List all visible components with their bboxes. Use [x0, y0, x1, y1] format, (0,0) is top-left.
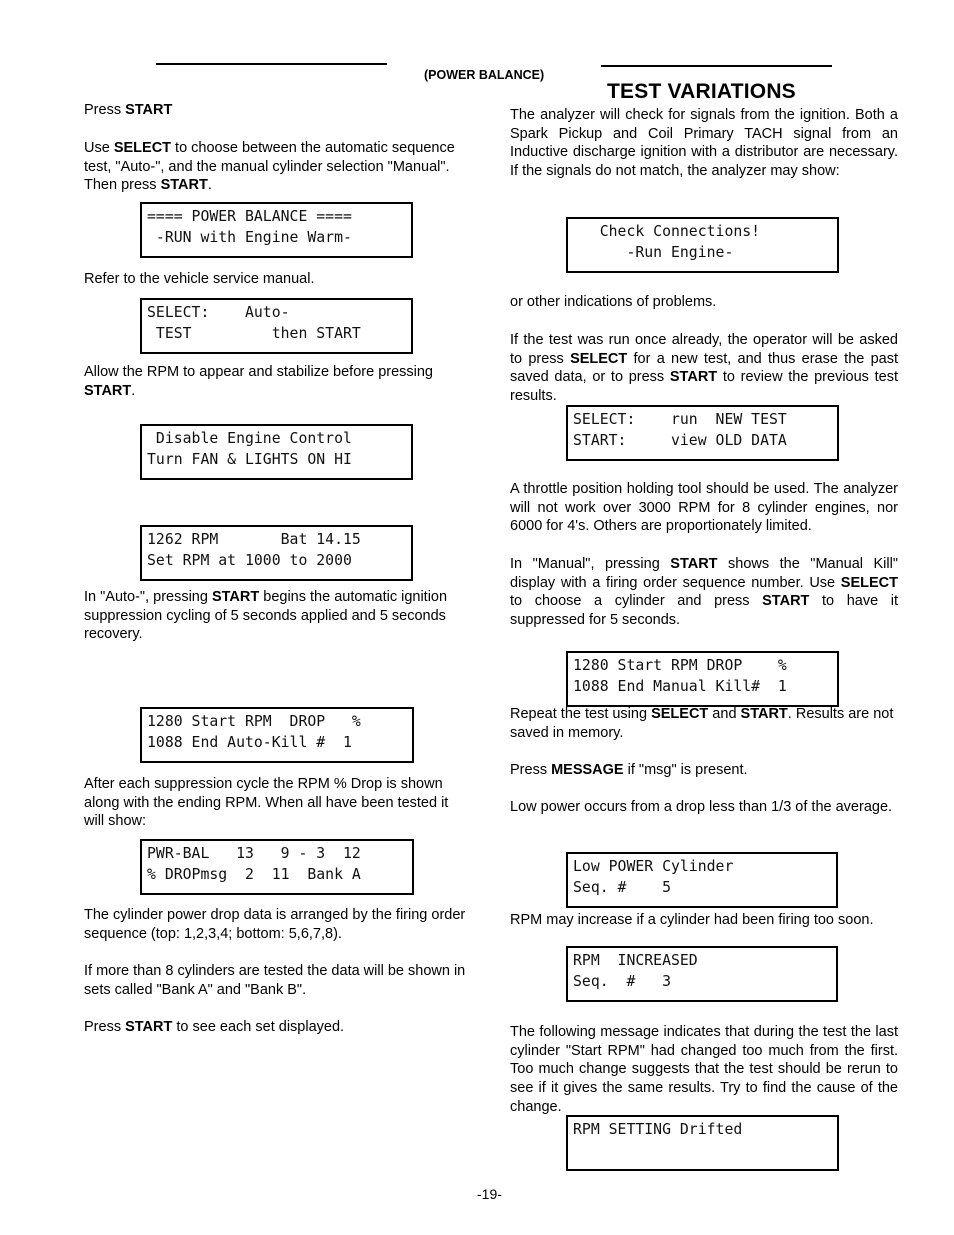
text-run: The analyzer will check for signals from the ignition. Both a Spark Pickup and Coil Primary TACH signal from an Inductive discharge ignition with a distributor are necessary. If the signals do not match, the analyzer may show: [510, 107, 898, 180]
text-run: A throttle position holding tool should be used. The analyzer will not work over 3000 RPM for 8 cylinder engines, nor 6000 for 4's. Others are proportionately limited. [510, 481, 898, 535]
left-para-allow-rpm [84, 363, 472, 400]
bold-term: MESSAGE [551, 762, 624, 778]
right-para-test-run-once [510, 331, 898, 406]
text-run: Press [84, 1019, 126, 1035]
lcd-line: Turn FAN & LIGHTS ON HI [147, 450, 352, 468]
lcd-line: PWR-BAL 13 9 - 3 12 [147, 845, 361, 862]
lcd-line: RPM INCREASED [573, 952, 698, 969]
header-rule-right [601, 65, 832, 67]
lcd-line: Seq. # 3 [573, 972, 671, 990]
text-run: if "msg" is present. [623, 762, 748, 778]
text-run: RPM may increase if a cylinder had been firing too soon. [510, 912, 874, 928]
bold-term: SELECT [651, 706, 709, 722]
bold-term: START [211, 589, 260, 605]
text-run: to see each set displayed. [172, 1019, 345, 1035]
text-run: After each suppression cycle the RPM % Drop is shown along with the ending RPM. When all have been tested it will show: [84, 776, 449, 830]
text-run: to choose between the automatic sequence test, "Auto-", and the manual cylinder selection "Manual". Then press [84, 140, 455, 194]
bold-term: START [160, 177, 208, 194]
text-run: Repeat the test using [510, 706, 652, 722]
lcd-line: 1088 End Manual Kill# 1 [573, 677, 787, 695]
lcd-line: Set RPM at 1000 to 2000 [147, 551, 352, 569]
lcd-line: START: view OLD DATA [573, 431, 787, 449]
text-run: to have it suppressed for 5 seconds. [510, 593, 898, 629]
lcd-line: 1262 RPM Bat 14.15 [147, 531, 361, 548]
text-run: Press [84, 102, 126, 118]
text-run: for a new test, and thus erase the past saved data, or to press [510, 350, 898, 386]
right-para-throttle-tool [510, 480, 898, 536]
bold-term: START [740, 706, 788, 722]
lcd-manual-kill [566, 651, 839, 707]
bold-term: SELECT [570, 350, 628, 367]
right-para-low-power [510, 798, 898, 817]
bold-term: START [669, 369, 718, 386]
text-run: Refer to the vehicle service manual. [84, 271, 315, 287]
text-run: The following message indicates that during the test the last cylinder "Start RPM" had changed too much from the first. Too much change suggests that the test should be rerun to see if it gives the same results. Try to find the cause of the change. [510, 1024, 898, 1115]
text-run: In "Manual", pressing [510, 556, 671, 572]
lcd-line: 1280 Start RPM DROP % [573, 657, 787, 674]
lcd-line: TEST then START [147, 324, 361, 342]
text-run: The cylinder power drop data is arranged by the firing order sequence (top: 1,2,3,4; bottom: 5,6,7,8). [84, 907, 466, 942]
section-label: (POWER BALANCE) [424, 68, 545, 82]
text-run: to choose a cylinder and press [510, 593, 763, 610]
left-para-press-start-sets [84, 1018, 472, 1037]
lcd-rpm-setting-drifted [566, 1115, 839, 1171]
text-run: Press [510, 762, 552, 778]
bold-term: START [670, 556, 718, 572]
lcd-rpm-increased [566, 946, 838, 1002]
left-para-auto-cycling [84, 588, 472, 644]
left-para-press-start [84, 101, 472, 120]
bold-term: START [84, 382, 132, 399]
left-para-use-select [84, 139, 472, 195]
text-run: . [207, 177, 212, 194]
lcd-line [573, 1141, 837, 1162]
lcd-line: Check Connections! [573, 223, 761, 240]
text-run: begins the automatic ignition suppression cycling of 5 seconds applied and 5 seconds recovery. [84, 589, 448, 643]
text-run: Low power occurs from a drop less than 1/3 of the average. [510, 799, 893, 815]
lcd-line: % DROPmsg 2 11 Bank A [147, 865, 361, 883]
page-title: TEST VARIATIONS [607, 80, 796, 103]
right-para-other-indications [510, 293, 898, 312]
right-para-repeat-test [510, 705, 898, 742]
bold-term: START [125, 1019, 173, 1035]
text-run: . [131, 382, 136, 399]
bold-term: SELECT [840, 574, 898, 591]
lcd-line: -Run Engine- [573, 243, 734, 261]
text-run: Allow the RPM to appear and stabilize before pressing [84, 364, 433, 380]
lcd-line: Seq. # 5 [573, 878, 671, 896]
lcd-auto-kill [140, 707, 414, 763]
lcd-power-balance-title [140, 202, 413, 258]
lcd-select-new-test [566, 405, 839, 461]
left-para-firing-order [84, 906, 472, 943]
lcd-select-auto [140, 298, 413, 354]
right-para-press-message [510, 761, 898, 780]
lcd-line: -RUN with Engine Warm- [147, 228, 352, 246]
right-para-following-message [510, 1023, 898, 1117]
left-para-banks [84, 962, 472, 999]
text-run: to review the previous test results. [510, 369, 898, 405]
bold-term: START [125, 102, 173, 118]
bold-term: SELECT [113, 140, 172, 156]
lcd-pwr-bal-results [140, 839, 414, 895]
right-para-manual-kill [510, 555, 898, 630]
lcd-line: SELECT: Auto- [147, 304, 290, 321]
text-run: If the test was run once already, the operator will be asked to press [510, 332, 898, 367]
lcd-line: Disable Engine Control [147, 430, 352, 447]
lcd-low-power-cylinder [566, 852, 838, 908]
lcd-line: ==== POWER BALANCE ==== [147, 208, 352, 225]
right-para-analyzer-check [510, 106, 898, 181]
left-para-after-each-cycle [84, 775, 472, 831]
lcd-check-connections [566, 217, 839, 273]
lcd-line: 1088 End Auto-Kill # 1 [147, 733, 352, 751]
lcd-disable-engine-control [140, 424, 413, 480]
text-run: . Results are not saved in memory. [510, 706, 894, 741]
bold-term: START [762, 593, 810, 610]
lcd-line: Low POWER Cylinder [573, 858, 734, 875]
lcd-line: 1280 Start RPM DROP % [147, 713, 361, 730]
text-run: shows the "Manual Kill" display with a firing order sequence number. Use [510, 556, 898, 591]
left-para-service-manual [84, 270, 472, 289]
page-number: -19- [477, 1186, 502, 1202]
text-run: or other indications of problems. [510, 294, 717, 310]
right-para-rpm-increase [510, 911, 898, 930]
lcd-line: SELECT: run NEW TEST [573, 411, 787, 428]
lcd-line: RPM SETTING Drifted [573, 1121, 743, 1138]
header-rule-left [156, 63, 387, 65]
lcd-rpm-battery [140, 525, 413, 581]
text-run: Use [84, 140, 114, 156]
text-run: If more than 8 cylinders are tested the data will be shown in sets called "Bank A" and "Bank B". [84, 963, 466, 998]
text-run: and [708, 706, 741, 722]
text-run: In "Auto-", pressing [84, 589, 212, 605]
